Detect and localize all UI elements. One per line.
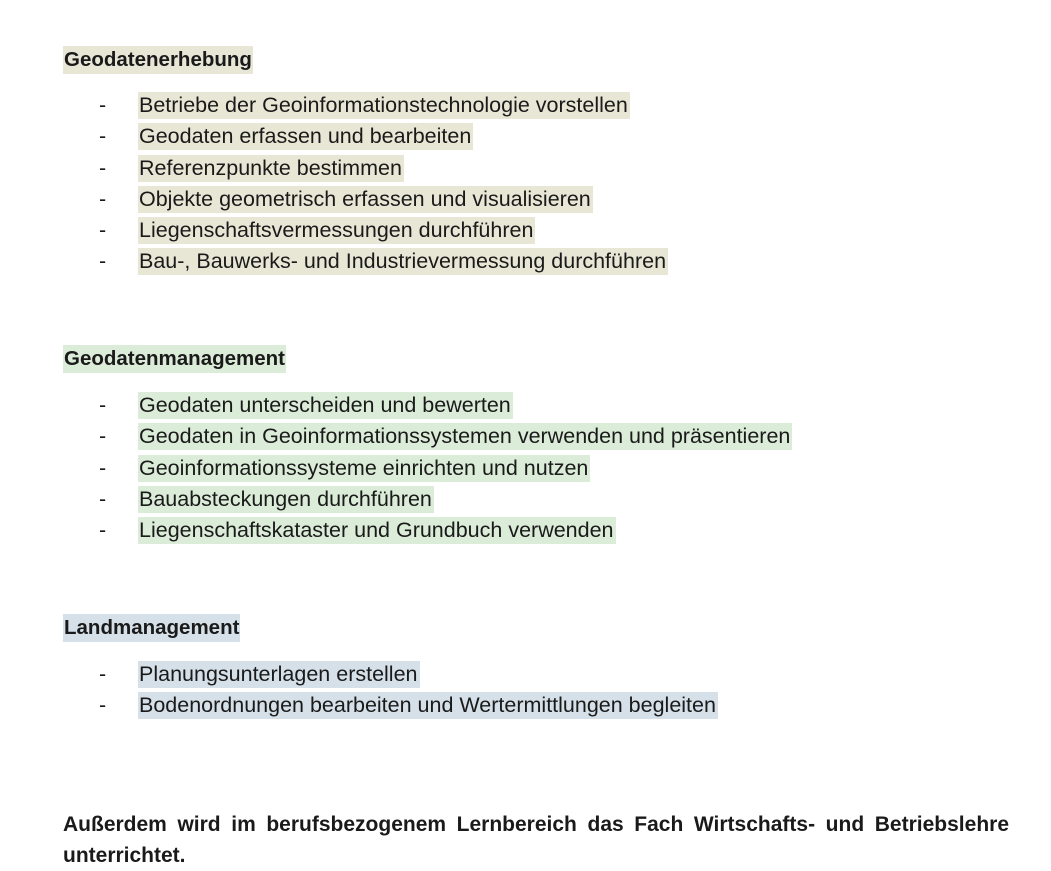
list-item [63,421,1023,452]
section-heading: Geodatenmanagement [63,345,286,373]
list-item [63,690,1023,721]
bullet-dash: - [99,186,107,211]
list-item-text: Geodaten erfassen und bearbeiten [139,124,472,149]
item-list [63,659,1023,722]
list-item-text: Liegenschaftskataster und Grundbuch verwenden [139,518,614,543]
list-item [63,121,1023,152]
bullet-dash: - [99,486,107,511]
list-item [63,153,1023,184]
section-heading: Landmanagement [63,614,240,642]
item-list [63,390,1023,546]
list-item-text: Bauabsteckungen durchführen [139,486,432,511]
list-item-text: Geodaten unterscheiden und bewerten [139,393,511,417]
bullet-dash: - [99,218,107,243]
bullet-dash: - [99,455,107,480]
list-item [63,453,1023,484]
section-geodatenmanagement [63,345,1023,546]
list-item-text: Bodenordnungen bearbeiten und Wertermittlungen begleiten [139,693,716,718]
list-item-text: Planungsunterlagen erstellen [139,662,418,686]
list-item-text: Referenzpunkte bestimmen [139,155,402,180]
list-item [63,659,1023,690]
bullet-dash: - [99,155,107,180]
list-item [63,515,1023,546]
list-item [63,246,1023,277]
list-item [63,215,1023,246]
list-item [63,484,1023,515]
list-item-text: Betriebe der Geoinformationstechnologie vorstellen [139,93,628,117]
list-item [63,390,1023,421]
list-item-text: Bau-, Bauwerks- und Industrievermessung durchführen [139,249,667,274]
list-item-text: Liegenschaftsvermessungen durchführen [139,218,534,243]
section-geodatenerhebung [63,46,1023,278]
bullet-dash: - [99,393,107,417]
closing-paragraph: Außerdem wird im berufsbezogenem Lernbereich das Fach Wirtschafts- und Betriebslehre unterrichtet. [63,813,1009,867]
bullet-dash: - [99,424,107,449]
bullet-dash: - [99,693,107,718]
bullet-dash: - [99,124,107,149]
list-item-text: Geoinformationssysteme einrichten und nutzen [139,455,589,480]
bullet-dash: - [99,518,107,543]
list-item [63,90,1023,121]
section-landmanagement [63,614,1023,722]
item-list [63,90,1023,278]
list-item-text: Geodaten in Geoinformationssystemen verwenden und präsentieren [139,424,791,449]
bullet-dash: - [99,93,107,117]
section-heading: Geodatenerhebung [63,46,253,74]
list-item [63,184,1023,215]
bullet-dash: - [99,662,107,686]
bullet-dash: - [99,249,107,274]
list-item-text: Objekte geometrisch erfassen und visualisieren [139,186,591,211]
